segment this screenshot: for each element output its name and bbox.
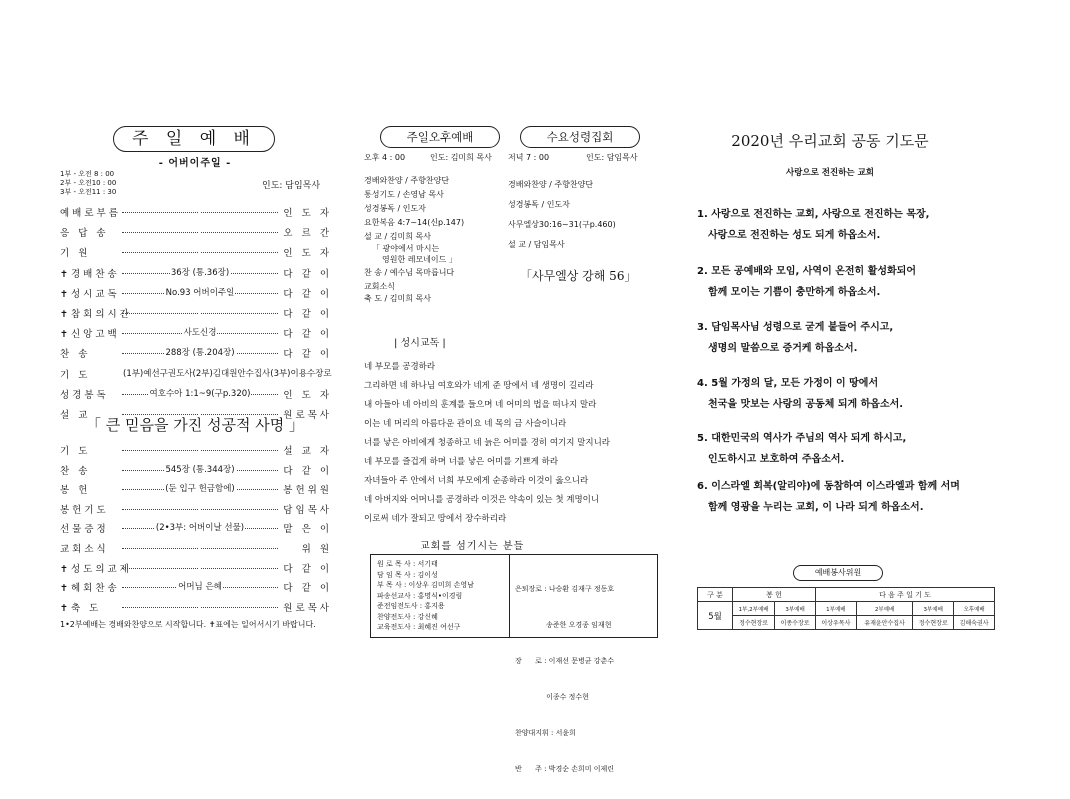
worship-row-label: 예배로부름: [60, 208, 121, 219]
worship-row-detail: [122, 266, 278, 278]
worship-row: [60, 463, 332, 477]
worship-row: [60, 443, 332, 457]
worship-row-detail-text: [199, 245, 201, 255]
staff-right-list: [515, 559, 614, 799]
worship-row: [60, 205, 332, 219]
worship-row-label: 봉헌기도: [60, 504, 109, 516]
worship-row-label: ✝신앙고백: [60, 329, 120, 341]
worship-row-detail: [122, 286, 278, 298]
worship-row: [60, 600, 332, 614]
reading-line-8: 네 아버지와 어머니를 공경하라 이것은 약속이 있는 첫 계명이니: [364, 495, 600, 505]
afternoon-line-10: 축 도 / 김미희 목사: [364, 294, 431, 303]
reading-line-6: 네 부모를 즐겁게 하며 너를 낳은 어미를 기쁘게 하라: [364, 457, 559, 467]
worship-row-person: 인 도 자: [283, 389, 332, 401]
worship-row-label: 봉 헌: [60, 485, 91, 497]
worship-row: [60, 541, 332, 555]
afternoon-line-4: 요한복음 4:7~14(신p.147): [364, 218, 465, 227]
worship-row-detail-text: 545장 (통.344장): [165, 464, 235, 475]
duty-sub-3: 1부예배: [815, 602, 856, 616]
prayer-3-line-2: 생명의 말씀으로 증거케 하옵소서.: [708, 343, 858, 354]
prayer-1-line-2: 사랑으로 전진하는 성도 되게 하옵소서.: [708, 230, 881, 241]
afternoon-sermon-2: 영원한 레모네이드 」: [382, 255, 457, 264]
worship-row-detail: [122, 326, 278, 338]
duty-title: 예배봉사위원: [793, 565, 883, 581]
staff-left-3: 부 목 사 : 이상우 김미희 손영남: [377, 581, 474, 589]
worship-row: [60, 346, 332, 360]
worship-row-detail: [122, 205, 278, 215]
worship-row-person: 설 교 자: [283, 446, 332, 457]
worship-row: [60, 326, 332, 340]
prayer-1: [697, 207, 997, 243]
worship-row-detail-text: [199, 205, 201, 215]
staff-right-5: 찬양대지휘 : 서윤희: [515, 729, 576, 737]
worship-row-detail: [122, 580, 278, 592]
staff-left-list: [377, 559, 474, 633]
worship-row-person: 원로목사: [283, 602, 332, 614]
staff-right-3: 장 로 : 이재선 문병균 강춘수: [515, 657, 614, 665]
worship-row-person: 봉헌위원: [283, 485, 332, 497]
duty-sub-2: 3부예배: [775, 602, 816, 616]
prayer-2: [697, 264, 997, 300]
worship-row-person: 오 르 간: [283, 228, 332, 240]
worship-row-person: 인 도 자: [283, 248, 332, 260]
worship-row-person: 다 같 이: [283, 268, 332, 280]
prayer-4-line-1: 4. 5월 가정의 달, 모든 가정이 이 땅에서: [697, 378, 879, 389]
wednesday-sermon-title: 「사무엘상 강해 56」: [520, 269, 637, 283]
worship-row-detail: [122, 521, 278, 533]
prayer-6: [697, 479, 997, 515]
staff-right-6: 반 주 : 박경순 손희미 이제린: [515, 765, 614, 773]
worship-row-label: 기 도: [60, 446, 91, 457]
wednesday-line-4: 설 교 / 담임목사: [508, 240, 565, 249]
staff-right-2: 송준한 오경종 임재현: [515, 621, 612, 629]
worship-row-detail: [122, 367, 332, 379]
duty-val-4: 유재윤안수집사: [856, 616, 913, 630]
worship-row-detail-text: No.93 어버이주일: [165, 287, 235, 298]
duty-sub-6: 오후예배: [954, 602, 995, 616]
staff-left-5: 준전임전도사 : 홍지용: [377, 602, 445, 610]
worship-row-detail: [122, 245, 278, 255]
wednesday-leader: 인도: 담임목사: [586, 153, 638, 162]
prayer-1-line-1: 1. 사랑으로 전진하는 교회, 사랑으로 전진하는 목장,: [697, 209, 930, 220]
reading-line-2: 그리하면 네 하나님 여호와가 네게 준 땅에서 네 생명이 길리라: [364, 381, 594, 391]
duty-sub-1: 1부,2부예배: [733, 602, 775, 616]
duty-header-next-prayer: 다 음 주 일 기 도: [815, 588, 994, 602]
worship-row-person: 맡 은 이: [283, 524, 332, 536]
prayer-5-line-2: 인도하시고 보호하여 주옵소서.: [708, 454, 845, 465]
main-service-title: 주 일 예 배: [113, 126, 275, 152]
worship-row-label: 교회소식: [60, 544, 109, 555]
afternoon-time: 오후 4 : 00: [364, 153, 406, 162]
worship-row: [60, 580, 332, 594]
worship-row-detail: [122, 387, 278, 399]
worship-row-label: 설 교: [60, 410, 91, 421]
worship-row-label: ✝헤회찬송: [60, 583, 120, 595]
worship-row-detail-text: 어머님 은혜: [178, 582, 222, 593]
staff-box: [370, 554, 658, 773]
prayer-6-line-1: 6. 이스라엘 회복(알리야)에 동참하여 이스라엘과 함께 서며: [697, 481, 960, 492]
worship-row-detail-text: 288장 (통.204장): [165, 348, 235, 359]
worship-row-detail-text: (1부)예선구권도사(2부)김대원안수집사(3부)이용수장로: [123, 368, 332, 379]
worship-row-label: 기 원: [60, 248, 91, 260]
worship-row-detail: [122, 443, 278, 453]
time-1: 1부 - 오전 8 : 00: [60, 170, 115, 178]
worship-row-label: ✝참회의시간: [60, 309, 132, 320]
time-2: 2부 - 오전10 : 00: [60, 179, 117, 187]
reading-line-5: 너를 낳은 아비에게 청종하고 네 늙은 어미를 경히 여기지 말지니라: [364, 438, 611, 448]
worship-row-person: 인 도 자: [283, 208, 332, 219]
worship-row-detail: [122, 502, 278, 512]
worship-row: [60, 521, 332, 535]
main-sermon-title: 「 큰 믿음을 가진 성공적 사명 」: [86, 416, 304, 434]
worship-row-detail-text: [199, 502, 201, 512]
reading-line-4: 이는 네 머리의 아름다운 관이요 네 목의 금 사슬이니라: [364, 419, 567, 429]
staff-left-7: 교육전도사 : 최혜진 여선구: [377, 623, 461, 631]
worship-footnote: 1•2부예배는 경배와찬양으로 시작합니다. ✝표에는 일어서시기 바랍니다.: [60, 620, 316, 629]
worship-row-label: 응 답 송: [60, 228, 109, 240]
duty-val-3: 이상우목사: [815, 616, 856, 630]
duty-table: [697, 587, 995, 630]
afternoon-line-2: 통성기도 / 손영남 목사: [364, 190, 444, 199]
afternoon-sermon-1: 「 광야에서 마시는: [372, 244, 440, 253]
worship-row: [60, 561, 332, 575]
worship-row: [60, 502, 332, 516]
reading-line-9: 이로써 네가 잘되고 땅에서 장수하리라: [364, 514, 507, 524]
afternoon-leader: 인도: 김미희 목사: [430, 153, 492, 162]
duty-sub-5: 3부예배: [913, 602, 954, 616]
wednesday-service-title: 수요성령집회: [520, 126, 640, 148]
worship-row-detail: [122, 463, 278, 475]
afternoon-line-5: 설 교 / 김미희 목사: [364, 232, 431, 241]
staff-right-1: 은퇴장로 : 나승환 김재구 정동호: [515, 585, 615, 593]
worship-row: [60, 367, 332, 381]
worship-row: [60, 266, 332, 280]
worship-row-label: ✝성도의교제: [60, 563, 132, 575]
worship-row-detail-text: [199, 225, 201, 235]
worship-row-detail-text: [199, 600, 201, 610]
prayer-2-line-1: 2. 모든 공예배와 모임, 사역이 온전히 활성화되어: [697, 266, 916, 277]
service-leader: 인도: 담임목사: [262, 181, 321, 191]
worship-row-label: 성경봉독: [60, 389, 109, 401]
afternoon-service-title: 주일오후예배: [380, 126, 500, 148]
worship-row-detail: [122, 482, 278, 494]
worship-row-person: 원로목사: [283, 410, 332, 421]
worship-row-label: 찬 송: [60, 465, 91, 477]
worship-row-person: 다 같 이: [283, 309, 332, 320]
afternoon-line-8: 찬 송 / 예수님 목마릅니다: [364, 268, 455, 277]
wednesday-order: [508, 180, 658, 260]
reading-line-3: 내 아들아 네 아비의 훈계를 들으며 네 어미의 법을 떠나지 말라: [364, 400, 597, 410]
worship-row: [60, 306, 332, 320]
duty-header-category: 구 분: [698, 588, 733, 602]
worship-row-label: ✝축 도: [60, 602, 102, 614]
staff-left-2: 담 임 목 사 : 김이성: [377, 570, 438, 579]
reading-title: | 성시교독 |: [394, 338, 446, 349]
prayer-subtitle: 사랑으로 전진하는 교회: [785, 168, 875, 178]
prayer-3: [697, 320, 997, 356]
worship-row-detail-text: [199, 306, 201, 316]
staff-right-4: 이종수 정수현: [515, 693, 589, 701]
duty-val-2: 이종수장로: [775, 616, 816, 630]
duty-header-offering: 봉 헌: [733, 588, 816, 602]
staff-left-4: 파송선교사 : 홍명식•이경림: [377, 591, 463, 600]
staff-title: 교회를 섬기시는 분들: [420, 541, 525, 552]
service-subtitle: - 어버이주일 -: [158, 158, 232, 169]
worship-row-detail: [122, 600, 278, 610]
duty-month: 5월: [698, 602, 733, 630]
prayer-3-line-1: 3. 담임목사님 성령으로 굳게 붙들어 주시고,: [697, 322, 894, 333]
worship-row-detail-text: [199, 443, 201, 453]
wednesday-line-3: 사무엘상30:16~31(구p.460): [508, 220, 616, 229]
worship-row-person: 다 같 이: [283, 288, 332, 300]
worship-row-person: 위 원: [301, 544, 332, 555]
prayer-2-line-2: 함께 모이는 기쁨이 충만하게 하옵소서.: [708, 287, 881, 298]
worship-row-person: 다 같 이: [283, 563, 332, 575]
reading-line-1: 네 부모를 공경하라: [364, 362, 436, 372]
worship-row: [60, 387, 332, 401]
responsive-reading: [364, 358, 664, 529]
prayer-4-line-2: 천국을 맛보는 사랑의 공동체 되게 하옵소서.: [708, 399, 904, 410]
prayer-5: [697, 431, 997, 467]
worship-row-detail-text: 여호수아 1:1~9(구p.320): [149, 388, 251, 399]
afternoon-line-9: 교회소식: [364, 282, 395, 291]
duty-sub-4: 2부예배: [856, 602, 913, 616]
worship-row-detail: [122, 346, 278, 358]
worship-row-person: 다 같 이: [283, 465, 332, 477]
worship-row-detail-text: 사도신경: [183, 328, 217, 339]
afternoon-order: [364, 176, 504, 306]
staff-left-6: 찬양전도사 : 강신혜: [377, 612, 438, 621]
duty-val-1: 정수현장로: [733, 616, 775, 630]
worship-row-person: 담임목사: [283, 504, 332, 516]
prayer-6-line-2: 함께 영광을 누리는 교회, 이 나라 되게 하옵소서.: [708, 502, 924, 513]
worship-row-detail: [122, 225, 278, 235]
staff-left-1: 원 로 목 사 : 서기태: [377, 560, 438, 568]
worship-row-detail-text: 36장 (통.36장): [170, 267, 230, 278]
worship-row-person: 다 같 이: [283, 329, 332, 341]
worship-row-label: 찬 송: [60, 349, 91, 361]
worship-row-label: 기 도: [60, 369, 91, 381]
worship-row-detail-text: (2•3부: 어버이날 선물): [155, 523, 245, 534]
worship-row-person: 다 같 이: [283, 349, 332, 361]
worship-row: [60, 245, 332, 259]
worship-row-detail: [122, 541, 278, 551]
worship-row-label: ✝성시교독: [60, 288, 120, 300]
reading-line-7: 자녀들아 주 안에서 너희 부모에게 순종하라 이것이 옳으니라: [364, 476, 589, 486]
wednesday-line-2: 성경봉독 / 인도자: [508, 200, 570, 209]
worship-row: [60, 286, 332, 300]
afternoon-line-3: 성경봉독 / 인도자: [364, 204, 426, 213]
worship-row-detail: [122, 561, 278, 571]
afternoon-line-1: 경배와찬양 / 주향찬양단: [364, 176, 450, 185]
worship-row-detail: [122, 306, 278, 316]
wednesday-time: 저녁 7 : 00: [508, 153, 550, 162]
prayer-title: 2020년 우리교회 공동 기도문: [731, 132, 929, 150]
worship-row-detail-text: (둔 입구 헌금함에): [165, 484, 235, 495]
duty-val-5: 정수현장로: [913, 616, 954, 630]
worship-row-detail-text: [199, 541, 201, 551]
worship-row-label: ✝경배찬송: [60, 268, 120, 280]
time-3: 3부 - 오전11 : 30: [60, 188, 117, 196]
worship-row: [60, 482, 332, 496]
prayer-4: [697, 376, 997, 412]
service-times: [60, 170, 116, 197]
worship-row: [60, 225, 332, 239]
wednesday-line-1: 경배와찬양 / 주향찬양단: [508, 180, 594, 189]
staff-divider: [509, 555, 510, 637]
worship-row-detail-text: [199, 561, 201, 571]
prayer-5-line-1: 5. 대한민국의 역사가 주님의 역사 되게 하시고,: [697, 433, 907, 444]
worship-row-person: 다 같 이: [283, 583, 332, 595]
worship-row-label: 선물증정: [60, 524, 109, 536]
duty-val-6: 김해숙권사: [954, 616, 995, 630]
